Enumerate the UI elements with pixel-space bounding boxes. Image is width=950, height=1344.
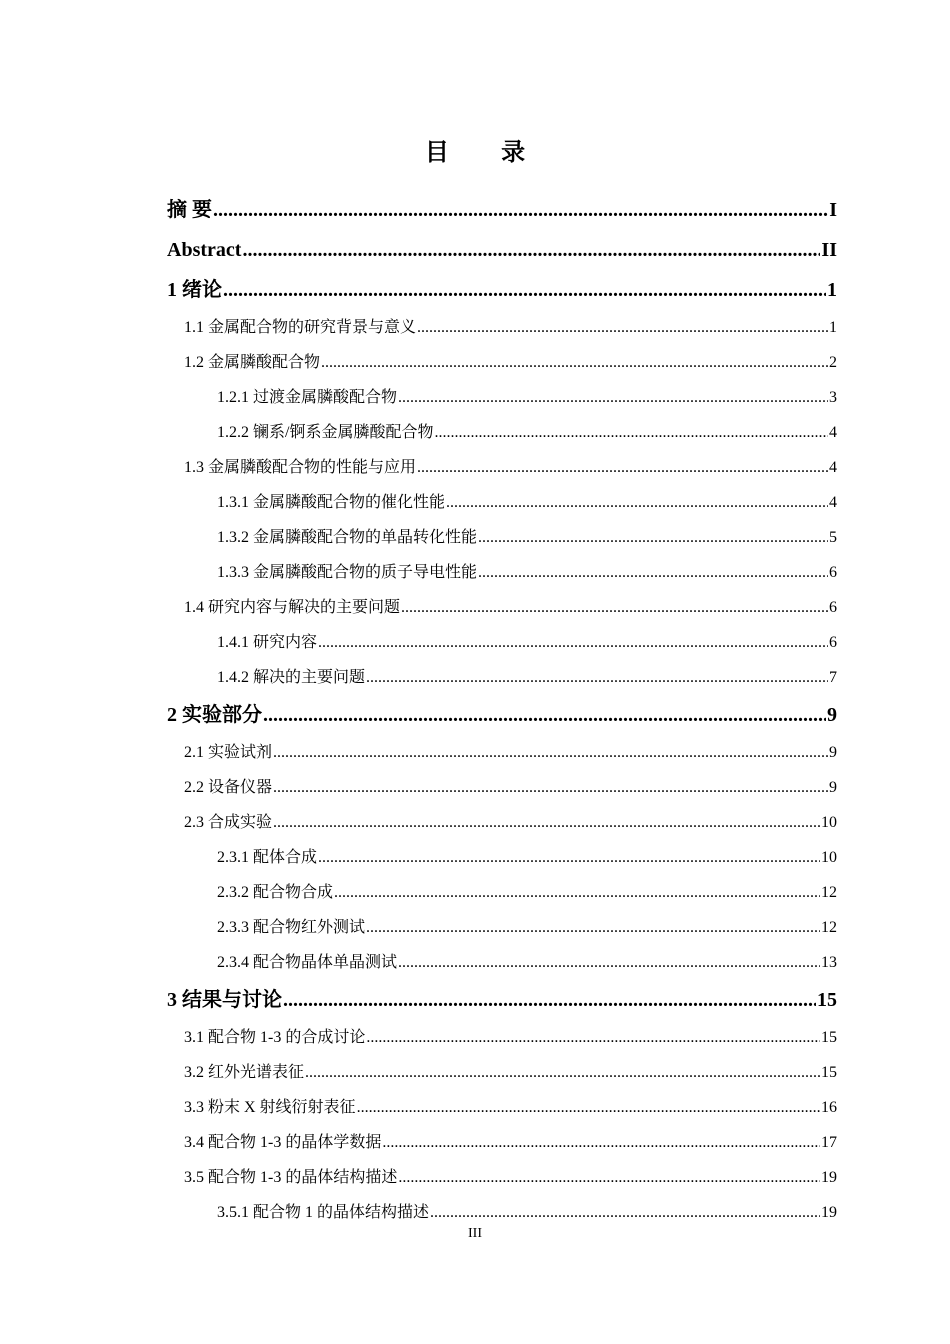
toc-entry-page: 12 xyxy=(821,884,837,901)
toc-entry-page: 1 xyxy=(829,319,837,336)
toc-entry-page: 4 xyxy=(829,494,837,511)
toc-entry[interactable] xyxy=(167,380,837,415)
toc-entry-title: 1.3.3 金属膦酸配合物的质子导电性能 xyxy=(217,564,478,581)
toc-entry[interactable] xyxy=(167,840,837,875)
toc-entry[interactable] xyxy=(167,310,837,345)
toc-entry-page: 16 xyxy=(821,1099,837,1116)
dot-leader xyxy=(223,270,826,310)
toc-entry-page: 9 xyxy=(827,704,837,726)
toc-entry-page: 6 xyxy=(829,599,837,616)
toc-entry[interactable] xyxy=(167,190,837,230)
dot-leader xyxy=(398,380,828,415)
toc-entry[interactable] xyxy=(167,345,837,380)
toc-entry-page: 15 xyxy=(817,989,837,1011)
toc-entry[interactable] xyxy=(167,770,837,805)
toc-entry-title: Abstract xyxy=(167,239,242,261)
toc-entry[interactable] xyxy=(167,945,837,980)
toc-entry-page: II xyxy=(821,239,837,261)
toc-entry[interactable] xyxy=(167,910,837,945)
toc-entry-title: 2.3.3 配合物红外测试 xyxy=(217,919,366,936)
toc-entry-page: 1 xyxy=(827,279,837,301)
dot-leader xyxy=(398,1160,820,1195)
toc-entry-page: 6 xyxy=(829,564,837,581)
toc-entry[interactable] xyxy=(167,1125,837,1160)
toc-entry[interactable] xyxy=(167,520,837,555)
toc-entry[interactable] xyxy=(167,555,837,590)
toc-entry-title: 1.4.2 解决的主要问题 xyxy=(217,669,366,686)
toc-entry[interactable] xyxy=(167,485,837,520)
dot-leader xyxy=(357,1090,820,1125)
dot-leader xyxy=(434,415,828,450)
toc-entry-title: 1.2.1 过渡金属膦酸配合物 xyxy=(217,389,398,406)
toc-entry-page: 10 xyxy=(821,849,837,866)
toc-entry-page: 19 xyxy=(821,1204,837,1221)
dot-leader xyxy=(213,190,828,230)
page-title: 目 录 xyxy=(424,138,548,166)
toc-entry-page: 4 xyxy=(829,459,837,476)
dot-leader xyxy=(417,310,828,345)
dot-leader xyxy=(273,805,820,840)
toc-entry-title: 2.2 设备仪器 xyxy=(184,779,273,796)
dot-leader xyxy=(366,910,820,945)
toc-entry-page: 15 xyxy=(821,1029,837,1046)
dot-leader xyxy=(446,485,828,520)
dot-leader xyxy=(401,590,828,625)
toc-entry-title: 2.1 实验试剂 xyxy=(184,744,273,761)
toc-entry-title: 2.3.4 配合物晶体单晶测试 xyxy=(217,954,398,971)
dot-leader xyxy=(366,1020,820,1055)
toc-entry-page: 2 xyxy=(829,354,837,371)
toc-entry[interactable] xyxy=(167,980,837,1020)
toc-entry-title: 1 绪论 xyxy=(167,279,222,301)
toc-entry-title: 3.5 配合物 1-3 的晶体结构描述 xyxy=(184,1169,398,1186)
dot-leader xyxy=(334,875,820,910)
toc-entry-page: 9 xyxy=(829,779,837,796)
table-of-contents xyxy=(167,190,837,1230)
toc-entry-page: 6 xyxy=(829,634,837,651)
dot-leader xyxy=(478,555,828,590)
toc-entry-title: 3.2 红外光谱表征 xyxy=(184,1064,305,1081)
toc-entry-title: 3.4 配合物 1-3 的晶体学数据 xyxy=(184,1134,382,1151)
toc-entry[interactable] xyxy=(167,875,837,910)
toc-entry-title: 1.2 金属膦酸配合物 xyxy=(184,354,321,371)
toc-entry[interactable] xyxy=(167,230,837,270)
toc-entry-page: 4 xyxy=(829,424,837,441)
toc-entry[interactable] xyxy=(167,590,837,625)
dot-leader xyxy=(318,625,828,660)
toc-entry[interactable] xyxy=(167,1020,837,1055)
dot-leader xyxy=(417,450,828,485)
toc-entry[interactable] xyxy=(167,1090,837,1125)
toc-entry-title: 3 结果与讨论 xyxy=(167,989,282,1011)
toc-entry[interactable] xyxy=(167,695,837,735)
toc-entry-page: 19 xyxy=(821,1169,837,1186)
dot-leader xyxy=(273,770,828,805)
toc-entry-title: 1.4 研究内容与解决的主要问题 xyxy=(184,599,401,616)
toc-entry[interactable] xyxy=(167,270,837,310)
toc-entry-page: 9 xyxy=(829,744,837,761)
dot-leader xyxy=(305,1055,820,1090)
toc-entry-page: 7 xyxy=(829,669,837,686)
toc-entry-title: 2.3.1 配体合成 xyxy=(217,849,318,866)
dot-leader xyxy=(366,660,828,695)
toc-entry[interactable] xyxy=(167,1195,837,1230)
toc-entry-title: 摘 要 xyxy=(167,199,212,221)
toc-entry-title: 1.2.2 镧系/锕系金属膦酸配合物 xyxy=(217,424,434,441)
dot-leader xyxy=(478,520,828,555)
toc-entry-page: 13 xyxy=(821,954,837,971)
toc-entry-title: 1.4.1 研究内容 xyxy=(217,634,318,651)
toc-entry-page: 5 xyxy=(829,529,837,546)
toc-entry-title: 3.1 配合物 1-3 的合成讨论 xyxy=(184,1029,366,1046)
dot-leader xyxy=(398,945,820,980)
toc-entry[interactable] xyxy=(167,450,837,485)
toc-entry[interactable] xyxy=(167,1055,837,1090)
dot-leader xyxy=(430,1195,820,1230)
toc-entry-page: 17 xyxy=(821,1134,837,1151)
dot-leader xyxy=(382,1125,820,1160)
toc-entry-title: 2.3 合成实验 xyxy=(184,814,273,831)
toc-entry[interactable] xyxy=(167,660,837,695)
toc-entry-page: 3 xyxy=(829,389,837,406)
toc-entry[interactable] xyxy=(167,805,837,840)
toc-entry[interactable] xyxy=(167,1160,837,1195)
toc-entry-title: 2.3.2 配合物合成 xyxy=(217,884,334,901)
dot-leader xyxy=(318,840,820,875)
toc-entry-title: 1.1 金属配合物的研究背景与意义 xyxy=(184,319,417,336)
dot-leader xyxy=(283,980,816,1020)
page-number: III xyxy=(468,1226,482,1241)
toc-entry-title: 3.5.1 配合物 1 的晶体结构描述 xyxy=(217,1204,430,1221)
dot-leader xyxy=(263,695,826,735)
toc-entry-title: 3.3 粉末 X 射线衍射表征 xyxy=(184,1099,356,1116)
toc-entry-title: 1.3 金属膦酸配合物的性能与应用 xyxy=(184,459,417,476)
toc-entry-page: 12 xyxy=(821,919,837,936)
toc-entry[interactable] xyxy=(167,415,837,450)
toc-entry-page: 15 xyxy=(821,1064,837,1081)
dot-leader xyxy=(321,345,828,380)
dot-leader xyxy=(242,230,820,270)
toc-entry-page: 10 xyxy=(821,814,837,831)
dot-leader xyxy=(273,735,828,770)
toc-entry-title: 1.3.2 金属膦酸配合物的单晶转化性能 xyxy=(217,529,478,546)
toc-entry-page: I xyxy=(829,199,837,221)
toc-entry[interactable] xyxy=(167,735,837,770)
toc-entry-title: 1.3.1 金属膦酸配合物的催化性能 xyxy=(217,494,446,511)
toc-entry[interactable] xyxy=(167,625,837,660)
toc-entry-title: 2 实验部分 xyxy=(167,704,262,726)
